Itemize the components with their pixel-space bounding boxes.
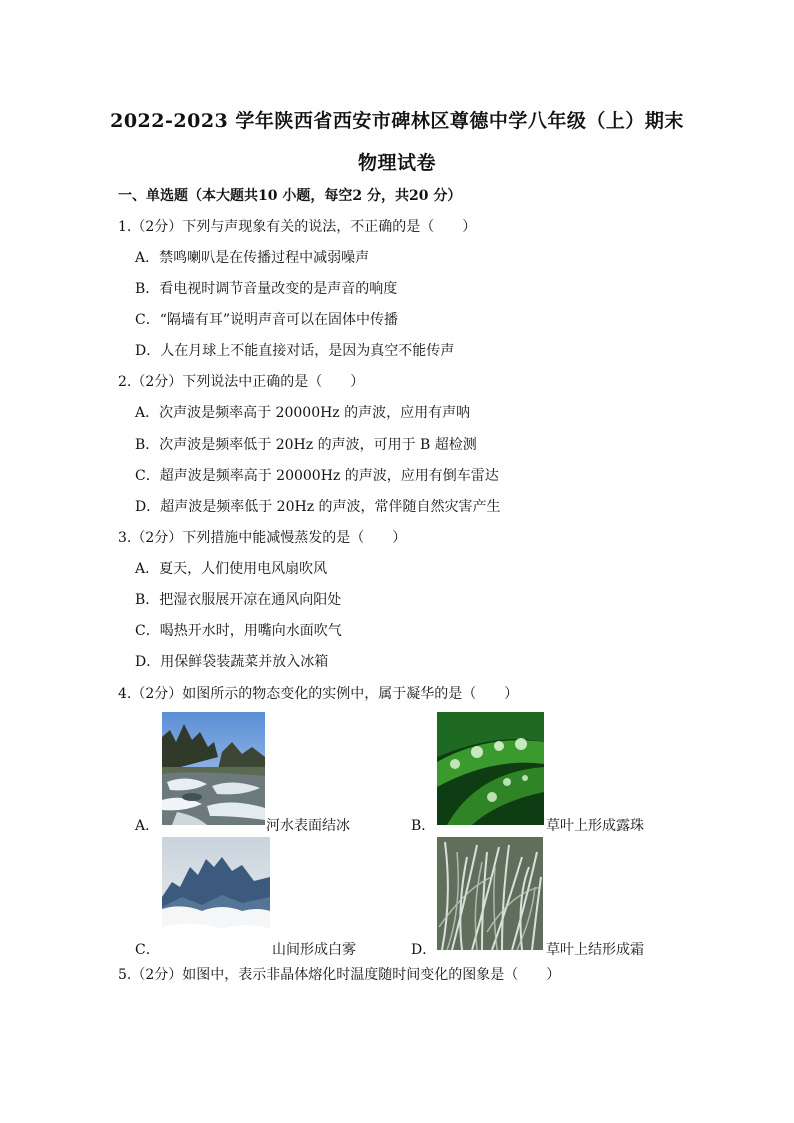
question-3-option-b: B．把湿衣服展开凉在通风向阳处 xyxy=(135,592,342,608)
question-2-option-b: B．次声波是频率低于 20Hz 的声波，可用于 B 超检测 xyxy=(135,437,477,453)
question-4-stem: 4.（2分）如图所示的物态变化的实例中，属于凝华的是（ ） xyxy=(118,686,519,702)
question-3-option-d: D．用保鲜袋装蔬菜并放入冰箱 xyxy=(135,654,329,670)
river-ice-image xyxy=(162,712,265,825)
question-4-option-d-letter: D． xyxy=(411,942,437,958)
question-5-stem: 5.（2分）如图中，表示非晶体熔化时温度随时间变化的图象是（ ） xyxy=(118,967,561,983)
question-4-option-c-caption: 山间形成白雾 xyxy=(272,942,356,958)
question-2-option-d: D．超声波是频率低于 20Hz 的声波，常伴随自然灾害产生 xyxy=(135,499,501,515)
question-2-option-a: A．次声波是频率高于 20000Hz 的声波，应用有声呐 xyxy=(135,405,471,421)
question-3-stem: 3.（2分）下列措施中能减慢蒸发的是（ ） xyxy=(118,530,407,546)
section-header: 一、单选题（本大题共10 小题，每空2 分，共20 分） xyxy=(118,188,462,204)
question-1-option-c: C．“隔墙有耳”说明声音可以在固体中传播 xyxy=(135,312,399,328)
exam-title-line2: 物理试卷 xyxy=(357,152,436,174)
question-1-option-a: A．禁鸣喇叭是在传播过程中减弱噪声 xyxy=(135,250,370,266)
frost-grass-image xyxy=(437,837,543,950)
question-4-option-d-caption: 草叶上结形成霜 xyxy=(546,942,644,958)
question-3-option-c: C．喝热开水时，用嘴向水面吹气 xyxy=(135,623,342,639)
question-4-option-a-caption: 河水表面结冰 xyxy=(266,818,350,834)
question-2-option-c: C．超声波是频率高于 20000Hz 的声波，应用有倒车雷达 xyxy=(135,468,499,484)
question-1-stem: 1.（2分）下列与声现象有关的说法，不正确的是（ ） xyxy=(118,219,477,235)
question-3-option-a: A．夏天，人们使用电风扇吹风 xyxy=(135,561,328,577)
question-4-option-a-letter: A． xyxy=(135,818,160,834)
question-1-option-b: B．看电视时调节音量改变的是声音的响度 xyxy=(135,281,398,297)
question-2-stem: 2.（2分）下列说法中正确的是（ ） xyxy=(118,374,365,390)
question-4-option-c-letter: C． xyxy=(135,942,160,958)
mountain-fog-image xyxy=(162,837,270,950)
question-4-option-b-caption: 草叶上形成露珠 xyxy=(546,818,644,834)
question-1-option-d: D．人在月球上不能直接对话，是因为真空不能传声 xyxy=(135,343,455,359)
exam-title-line1: 2022-2023 学年陕西省西安市碑林区尊德中学八年级（上）期末 xyxy=(110,110,684,132)
dew-drops-image xyxy=(437,712,544,825)
question-4-option-b-letter: B． xyxy=(411,818,436,834)
